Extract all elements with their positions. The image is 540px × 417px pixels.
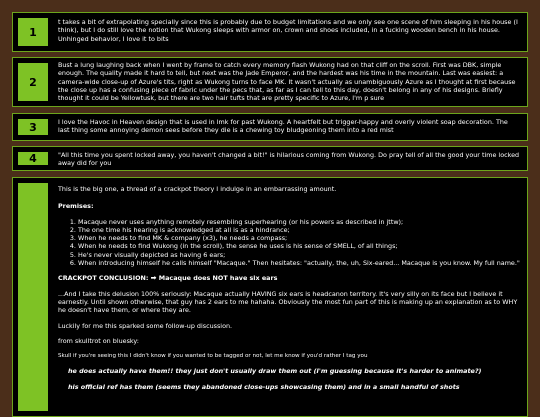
quote-source: from skulltrot on bluesky: — [58, 336, 139, 345]
intro-text: This is the big one, a thread of a crackpot theory I indulge in an embarrassing amount. — [58, 185, 337, 193]
number-badge: 2 — [16, 61, 50, 103]
number-badge — [16, 181, 50, 413]
quote-text: his official ref has them (seems they abandoned close-ups showcasing them) and in a small handful of shots — [68, 382, 460, 391]
paragraph: ...And I take this delusion 100% seriously: Macaque actually HAVING six ears is headcanon territory. It's very silly on its face but I believe it earnestly. Until shown otherwise, that guy has 2 ears to me hahaha. Obviously the most fun part of this is making up an explanation as to WHY he doesn't have them, or where they are. — [58, 289, 518, 315]
number-badge: 1 — [16, 16, 50, 48]
list-item-text: Bust a lung laughing back when I went by frame to catch every memory flash Wukong had on that cliff on the scroll. First was DBK, simple enough. The quality made it hard to tell, but next was the Jade Emperor, and the hardest was his time in the mountain. Last was easiest: a camera-wide close-up of Azure's tits, right as Wukong turns to face MK. It wasn't actually as unambiguously Azure as I thought at first because the close up has a confusing piece of fabric under the pecs that, as far as I can tell to this day, doesn't belong in any of his designs. Briefly thought it could be Yellowtusk, but there are two hair tufts that are pretty specific to Azure, I'm p sure — [58, 61, 516, 103]
paragraph: Luckily for me this sparked some follow-up discussion. — [58, 321, 233, 330]
premise-item: 6. When introducing himself he calls himself "Macaque." Then hesitates: "actually, the, uh, Six-eared... Macaque is you know. My full name." — [78, 259, 521, 267]
list-item-5 — [12, 177, 528, 417]
quote-note: Skull if you're seeing this I didn't know if you wanted to be tagged or not, let me know if you'd rather I tag you — [58, 353, 368, 360]
quote-text: he does actually have them!! they just don't usually draw them out (I'm guessing because it's harder to animate?) — [68, 367, 482, 376]
list-item-text: t takes a bit of extrapolating specially since this is probably due to budget limitations and we only see one scene of him sleeping in his house (I think), but I do still love the notion that Wukong sleeps with armor on, crown and shoes included, in a fucking wooden bench in his house. Unhinged behavior, I love it to bits — [58, 18, 518, 43]
list-item-text: I love the Havoc in Heaven design that is used in lmk for past Wukong. A heartfelt but trigger-happy and overly violent soap decoration. The last thing some annoying demon sees before they die is a chewing toy bludgeoning them into a red mist — [58, 118, 508, 135]
arrow-right-icon: ➡ — [150, 274, 157, 283]
premise-item: 2. The one time his hearing is acknowledged at all is as a hindrance; — [78, 226, 521, 234]
conclusion — [58, 274, 521, 282]
list-item-1 — [12, 12, 528, 52]
premises-list — [58, 218, 521, 268]
premise-item: 5. He's never visually depicted as having 6 ears; — [78, 251, 521, 259]
conclusion-label: CRACKPOT CONCLUSION: — [58, 274, 149, 283]
list-item-text: "All this time you spent locked away, you haven't changed a bit!" is hilarious coming from Wukong. Do pray tell of all the good your time locked away did for you — [58, 151, 520, 168]
list-item-2 — [12, 57, 528, 107]
premises-label: Premises: — [58, 202, 94, 211]
conclusion-text: Macaque does NOT have six ears — [158, 274, 278, 283]
premise-item: 1. Macaque never uses anything remotely resembling superhearing (or his powers as described in jttw); — [78, 218, 521, 226]
number-badge: 4 — [16, 150, 50, 167]
premise-item: 4. When he needs to find Wukong (in the scroll), the sense he uses is his sense of SMELL, of all things; — [78, 242, 521, 250]
list-item-3 — [12, 113, 528, 141]
list-item-text — [58, 178, 527, 416]
list-item-4 — [12, 146, 528, 171]
number-badge: 3 — [16, 117, 50, 137]
premise-item: 3. When he needs to find MK & company (x3), he needs a compass; — [78, 234, 521, 242]
